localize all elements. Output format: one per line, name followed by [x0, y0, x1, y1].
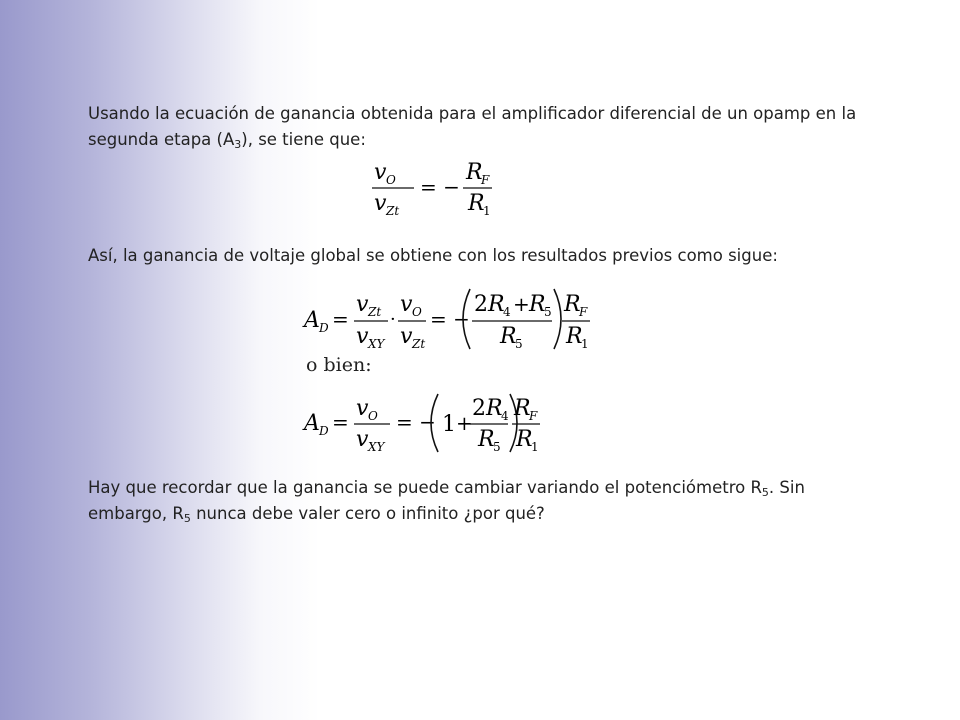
eq3-f1-den: v: [356, 427, 369, 452]
eq2-f2-num-sub: O: [412, 305, 422, 319]
eq2-lhs: A: [304, 308, 320, 333]
eq2-f4-num: R: [564, 292, 581, 317]
eq3-lhs: A: [304, 411, 320, 436]
paragraph-note-text-a: Hay que recordar que la ganancia se puede cambiar variando el potenciómetro R: [88, 478, 762, 497]
eq2-f1-den: v: [356, 324, 369, 349]
eq3-f3-den: R: [516, 427, 533, 452]
eq1-rhs-den: R: [468, 191, 485, 216]
eq3-f1-den-sub: XY: [368, 440, 385, 454]
eq2-f3-num-r4: R: [488, 292, 505, 317]
eq1-equals: = −: [420, 175, 460, 199]
eq2-f3-num-r5-sub: 5: [544, 305, 552, 319]
eq1-lhs-den-sub: Zt: [386, 204, 400, 218]
equation-global-gain-alt: [302, 390, 542, 456]
o-bien-label: o bien:: [306, 354, 372, 376]
paragraph-intro-tail: ), se tiene que:: [241, 130, 366, 149]
paragraph-intro-text: Usando la ecuación de ganancia obtenida para el amplificador diferencial de un opamp en la segunda etapa (A: [88, 104, 857, 149]
eq2-f3-plus: +: [513, 292, 530, 316]
eq3-f2-num-r4: R: [486, 396, 503, 421]
eq2-f3-num-2: 2: [474, 292, 488, 317]
eq3-f1-num-sub: O: [368, 409, 378, 423]
eq3-f2-den-sub: 5: [493, 440, 501, 454]
eq1-rhs-num: R: [466, 160, 483, 185]
eq2-f3-num-r5: R: [529, 292, 546, 317]
eq1-lhs-num-sub: O: [386, 173, 396, 187]
eq2-f4-den-sub: 1: [581, 337, 589, 351]
eq2-equals-1: =: [332, 307, 349, 331]
eq2-f3-den: R: [500, 324, 517, 349]
eq3-equals-1: =: [332, 410, 349, 434]
subscript-3: 3: [234, 138, 242, 151]
eq2-f3-den-sub: 5: [515, 337, 523, 351]
eq3-f3-num-sub: F: [529, 409, 538, 423]
eq2-lhs-sub: D: [319, 321, 329, 335]
eq2-f1-num-sub: Zt: [368, 305, 382, 319]
eq2-f1-den-sub: XY: [368, 337, 385, 351]
eq3-lhs-sub: D: [319, 424, 329, 438]
eq2-equals-2: = −: [430, 307, 470, 331]
paragraph-note-text-c: nunca debe valer cero o infinito ¿por qué?: [190, 504, 545, 523]
eq3-one: 1: [442, 412, 456, 437]
equation-global-gain: [302, 285, 592, 353]
paragraph-note-text-b: . Sin embargo, R: [88, 478, 805, 523]
eq3-plus: +: [456, 411, 473, 435]
eq3-f2-den: R: [478, 427, 495, 452]
eq3-f3-den-sub: 1: [531, 440, 539, 454]
eq3-f1-num: v: [356, 396, 369, 421]
subscript-5-a: 5: [761, 486, 769, 499]
eq2-dot: ·: [390, 309, 396, 330]
eq2-f2-den: v: [400, 324, 413, 349]
eq2-f4-num-sub: F: [579, 305, 588, 319]
eq3-f3-num: R: [514, 396, 531, 421]
eq1-lhs-num: v: [374, 160, 387, 185]
eq2-f1-num: v: [356, 292, 369, 317]
paragraph-potentiometer-note: [88, 475, 878, 527]
eq3-equals-2: = −: [396, 410, 436, 434]
eq1-lhs-den: v: [374, 191, 387, 216]
eq2-f2-den-sub: Zt: [412, 337, 426, 351]
equation-second-stage-gain: [370, 155, 490, 217]
eq1-rhs-num-sub: F: [481, 173, 490, 187]
eq2-f3-num-r4-sub: 4: [503, 305, 511, 319]
eq1-rhs-den-sub: 1: [483, 204, 491, 218]
eq3-f2-num-r4-sub: 4: [501, 409, 509, 423]
eq3-f2-num-2: 2: [472, 396, 486, 421]
eq2-f2-num: v: [400, 292, 413, 317]
subscript-5-b: 5: [183, 512, 191, 525]
paragraph-global-gain: Así, la ganancia de voltaje global se obtiene con los resultados previos como sigue:: [88, 246, 778, 265]
eq2-f4-den: R: [566, 324, 583, 349]
paragraph-intro: [88, 101, 878, 153]
